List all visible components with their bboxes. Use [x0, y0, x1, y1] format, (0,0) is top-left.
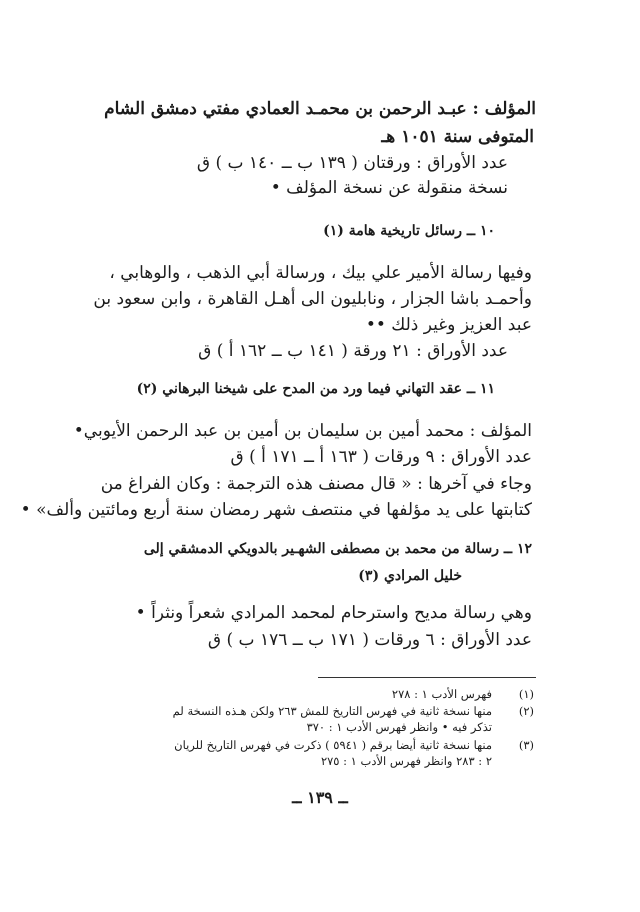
- entry9-folios: عدد الأوراق : ورقتان ( ١٣٩ ب ــ ١٤٠ ب ) ق: [196, 153, 508, 173]
- footnote-separator: [318, 677, 536, 678]
- entry9-note: نسخة منقولة عن نسخة المؤلف •: [270, 178, 508, 198]
- footnote-3-line1: منها نسخة ثانية أيضا برقم ( ٥٩٤١ ) ذكرت في فهرس التاريخ للريان: [174, 738, 492, 752]
- footnote-3-line2: ٢ : ٢٨٣ وانظر فهرس الأدب ١ : ٢٧٥: [320, 754, 492, 768]
- page-number: ــ ١٣٩ ــ: [292, 788, 348, 807]
- entry10-desc-line3: عبد العزيز وغير ذلك ••: [365, 315, 532, 335]
- footnote-marker-1: (١): [518, 687, 534, 701]
- entry10-desc-line2: وأحمـد باشا الجزار ، ونابليون الى أهـل القاهرة ، وابن سعود بن: [93, 289, 532, 309]
- entry11-heading: ١١ ــ عقد التهاني فيما ورد من المدح على شيخنا البرهاني (٢): [136, 381, 495, 397]
- entry11-folios: عدد الأوراق : ٩ ورقات ( ١٦٣ أ ــ ١٧١ أ ) ق: [230, 447, 532, 467]
- entry12-heading-line1: ١٢ ــ رسالة من محمد بن مصطفى الشهـير بالدويكي الدمشقي إلى: [143, 541, 532, 557]
- entry9-author-line: المؤلف : عبـد الرحمن بن محمـد العمادي مفتي دمشق الشام: [104, 99, 536, 119]
- entry10-folios: عدد الأوراق : ٢١ ورقة ( ١٤١ ب ــ ١٦٢ أ ) ق: [198, 341, 508, 361]
- entry10-desc-line1: وفيها رسالة الأمير علي بيك ، ورسالة أبي الذهب ، والوهابي ،: [109, 263, 532, 283]
- footnote-marker-3: (٣): [518, 738, 534, 752]
- footnote-marker-2: (٢): [518, 704, 534, 718]
- footnote-1-line1: فهرس الأدب ١ : ٢٧٨: [391, 687, 492, 701]
- entry9-death-line: المتوفى سنة ١٠٥١ هـ: [381, 127, 534, 147]
- footnote-2-line2: تذكر فيه • وانظر فهرس الأدب ١ : ٣٧٠: [306, 720, 492, 734]
- entry12-heading-line2: خليل المرادي (٣): [358, 568, 462, 584]
- entry11-colophon-line2: كتابتها على يد مؤلفها في منتصف شهر رمضان سنة أربع ومائتين وألف» •: [20, 500, 532, 520]
- entry12-desc: وهي رسالة مديح واسترحام لمحمد المرادي شعراً ونثراً •: [135, 603, 532, 623]
- entry10-heading: ١٠ ــ رسائل تاريخية هامة (١): [323, 223, 495, 239]
- entry11-colophon-line1: وجاء في آخرها : « قال مصنف هذه الترجمة : وكان الفراغ من: [100, 474, 532, 494]
- entry11-author-line: المؤلف : محمد أمين بن سليمان بن أمين بن عبد الرحمن الأيوبي•: [73, 421, 532, 441]
- footnote-2-line1: منها نسخة ثانية في فهرس التاريخ للمش ٢٦٣ ولكن هـذه النسخة لم: [172, 704, 492, 718]
- entry12-folios: عدد الأوراق : ٦ ورقات ( ١٧١ ب ــ ١٧٦ ب ) ق: [207, 630, 532, 650]
